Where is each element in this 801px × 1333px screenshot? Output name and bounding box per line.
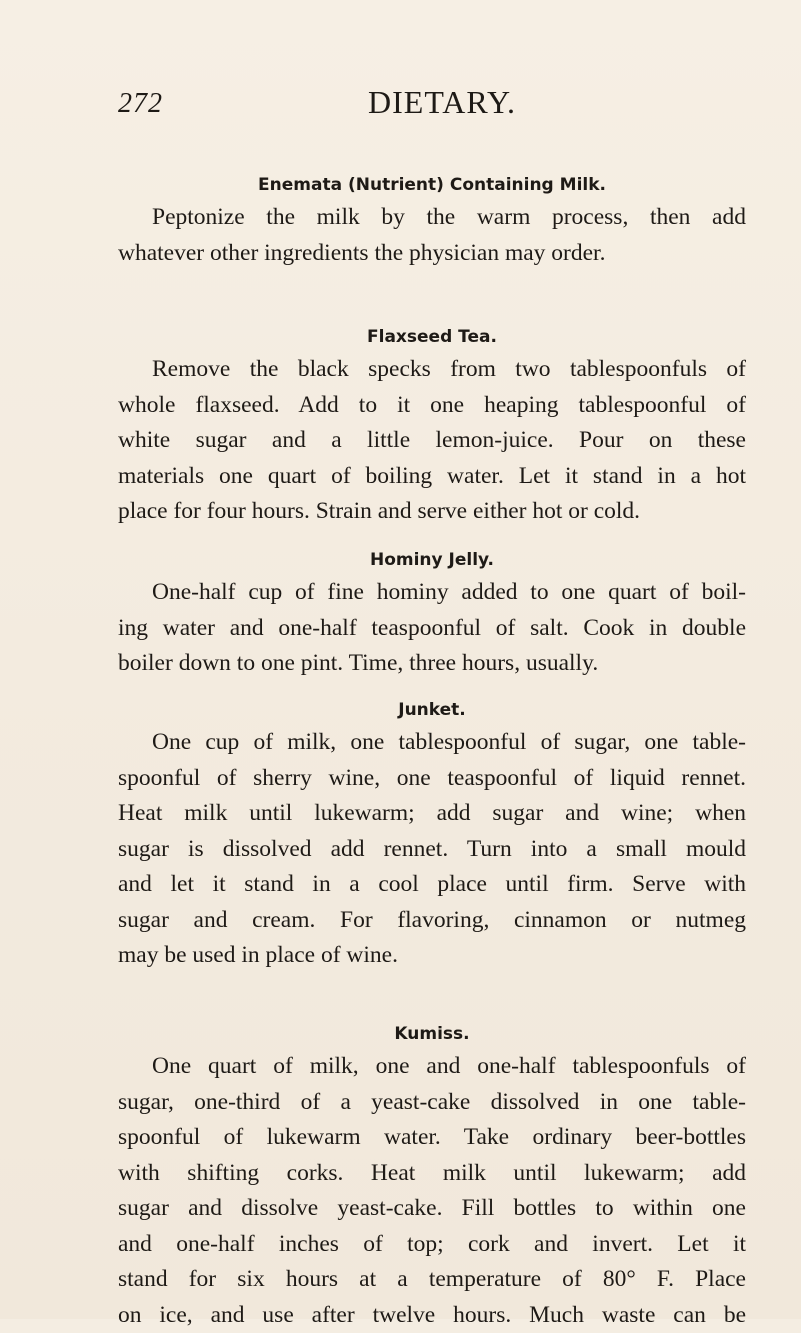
recipe-heading: Hominy Jelly. [118,545,746,575]
recipe-body [118,352,746,530]
recipe-body [118,725,746,974]
text-line: and let it stand in a cool place until firm. Serve with [118,867,746,903]
text-line: sugar, one-third of a yeast-cake dissolved in one table- [118,1085,746,1121]
recipe-heading: Enemata (Nutrient) Containing Milk. [118,170,746,200]
recipe-body [118,575,746,682]
text-line: Remove the black specks from two tablespoonfuls of [118,352,746,388]
text-line: One quart of milk, one and one-half tablespoonfuls of [118,1049,746,1085]
running-title: DIETARY. [368,84,516,121]
text-line: Heat milk until lukewarm; add sugar and wine; when [118,796,746,832]
text-line: with shifting corks. Heat milk until lukewarm; add [118,1156,746,1192]
text-line: whole flaxseed. Add to it one heaping tablespoonful of [118,388,746,424]
text-line: and one-half inches of top; cork and invert. Let it [118,1227,746,1263]
running-head [118,84,738,124]
text-line: whatever other ingredients the physician may order. [118,236,746,272]
recipe-kumiss [118,1019,746,1333]
text-line: on ice, and use after twelve hours. Much waste can be [118,1298,746,1333]
text-line: spoonful of sherry wine, one teaspoonful of liquid rennet. [118,761,746,797]
text-line: place for four hours. Strain and serve either hot or cold. [118,494,746,530]
recipe-heading: Junket. [118,695,746,725]
text-line: spoonful of lukewarm water. Take ordinary beer-bottles [118,1120,746,1156]
recipe-hominy-jelly [118,545,746,682]
text-line: sugar is dissolved add rennet. Turn into a small mould [118,832,746,868]
recipe-heading: Flaxseed Tea. [118,322,746,352]
text-line: may be used in place of wine. [118,938,746,974]
text-line: white sugar and a little lemon-juice. Pour on these [118,423,746,459]
recipe-junket [118,695,746,974]
text-line: ing water and one-half teaspoonful of salt. Cook in double [118,611,746,647]
page-number: 272 [118,88,163,120]
text-line: materials one quart of boiling water. Let it stand in a hot [118,459,746,495]
text-line: One cup of milk, one tablespoonful of sugar, one table- [118,725,746,761]
recipe-body [118,200,746,271]
text-line: One-half cup of fine hominy added to one quart of boil- [118,575,746,611]
text-line: sugar and dissolve yeast-cake. Fill bottles to within one [118,1191,746,1227]
text-line: boiler down to one pint. Time, three hours, usually. [118,646,746,682]
recipe-flaxseed-tea [118,322,746,530]
text-line: sugar and cream. For flavoring, cinnamon or nutmeg [118,903,746,939]
recipe-enemata [118,170,746,271]
text-line: Peptonize the milk by the warm process, then add [118,200,746,236]
recipe-body [118,1049,746,1333]
text-line: stand for six hours at a temperature of 80° F. Place [118,1262,746,1298]
recipe-heading: Kumiss. [118,1019,746,1049]
